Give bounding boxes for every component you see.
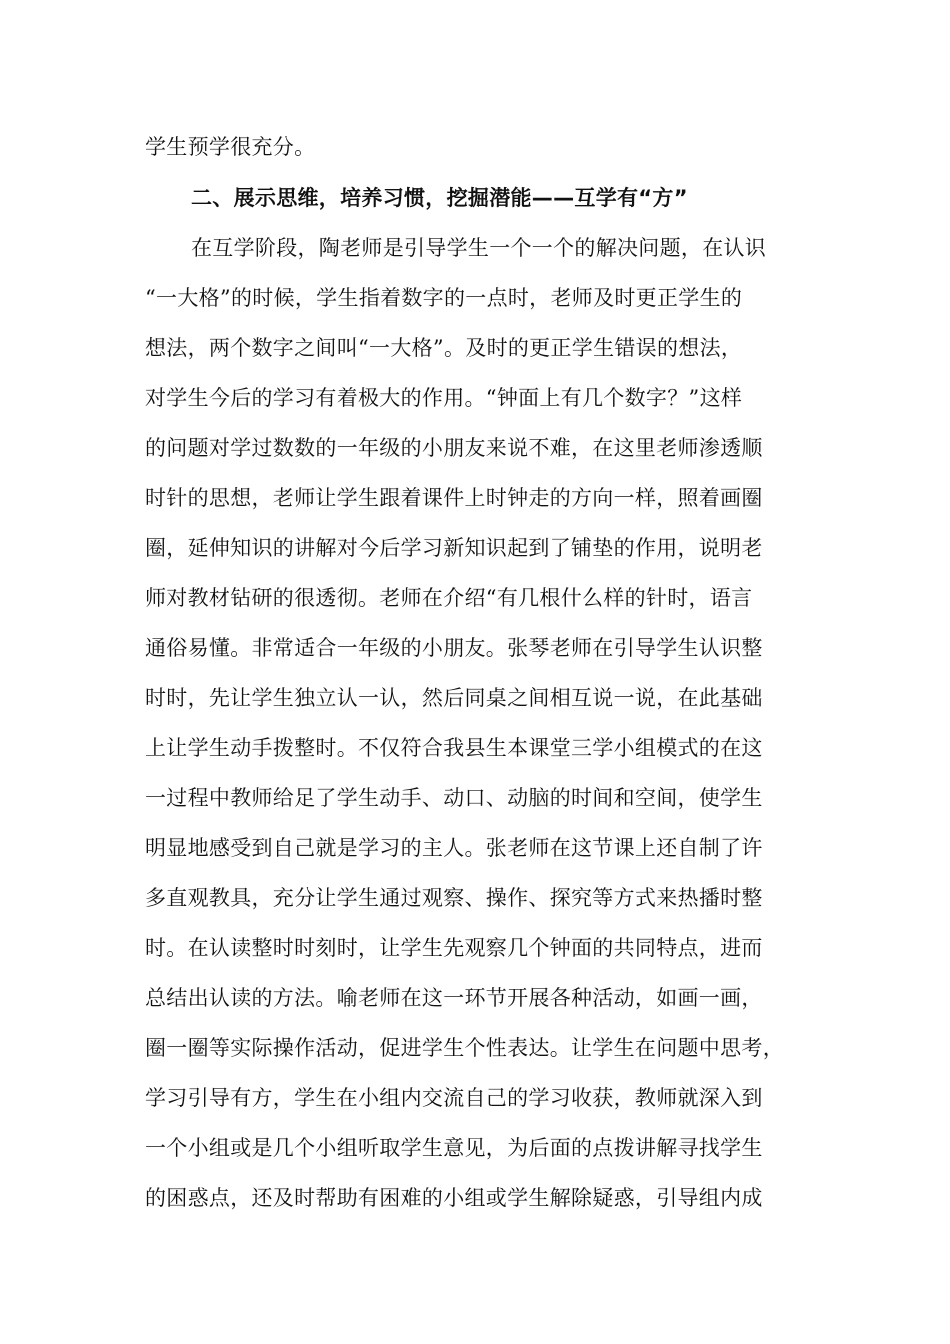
text-line: “一大格”的时候，学生指着数字的一点时，老师及时更正学生的: [145, 286, 743, 310]
text-line: 圈，延伸知识的讲解对今后学习新知识起到了铺垫的作用，说明老: [145, 536, 763, 560]
text-line: 时时，先让学生独立认一认，然后同桌之间相互说一说，在此基础: [145, 686, 763, 710]
text-line: 的困惑点，还及时帮助有困难的小组或学生解除疑惑，引导组内成: [145, 1186, 763, 1210]
text-line: 一过程中教师给足了学生动手、动口、动脑的时间和空间，使学生: [145, 786, 763, 810]
text-line: 想法，两个数字之间叫“一大格”。及时的更正学生错误的想法，: [145, 336, 743, 360]
text-line: 的问题对学过数数的一年级的小朋友来说不难，在这里老师渗透顺: [145, 436, 763, 460]
section-heading: 二、展示思维，培养习惯，挖掘潜能——互学有“方”: [191, 186, 688, 210]
text-line: 在互学阶段，陶老师是引导学生一个一个的解决问题，在认识: [191, 236, 767, 260]
text-line: 上让学生动手拨整时。不仅符合我县生本课堂三学小组模式的在这: [145, 736, 763, 760]
text-line: 明显地感受到自己就是学习的主人。张老师在这节课上还自制了许: [145, 836, 763, 860]
text-line: 时。在认读整时时刻时，让学生先观察几个钟面的共同特点，进而: [145, 936, 763, 960]
text-line: 一个小组或是几个小组听取学生意见，为后面的点拨讲解寻找学生: [145, 1136, 763, 1160]
text-line: 学习引导有方，学生在小组内交流自己的学习收获，教师就深入到: [145, 1086, 763, 1110]
text-line: 多直观教具，充分让学生通过观察、操作、探究等方式来热播时整: [145, 886, 763, 910]
text-line: 对学生今后的学习有着极大的作用。“钟面上有几个数字？”这样: [145, 386, 743, 410]
text-line: 总结出认读的方法。喻老师在这一环节开展各种活动，如画一画，: [145, 986, 763, 1010]
text-line: 圈一圈等实际操作活动，促进学生个性表达。让学生在问题中思考，: [145, 1036, 784, 1060]
text-line: 时针的思想，老师让学生跟着课件上时钟走的方向一样，照着画圈: [145, 486, 763, 510]
text-line: 学生预学很充分。: [145, 135, 316, 159]
text-line: 师对教材钻研的很透彻。老师在介绍“有几根什么样的针时，语言: [145, 586, 753, 610]
text-line: 通俗易懂。非常适合一年级的小朋友。张琴老师在引导学生认识整: [145, 636, 763, 660]
